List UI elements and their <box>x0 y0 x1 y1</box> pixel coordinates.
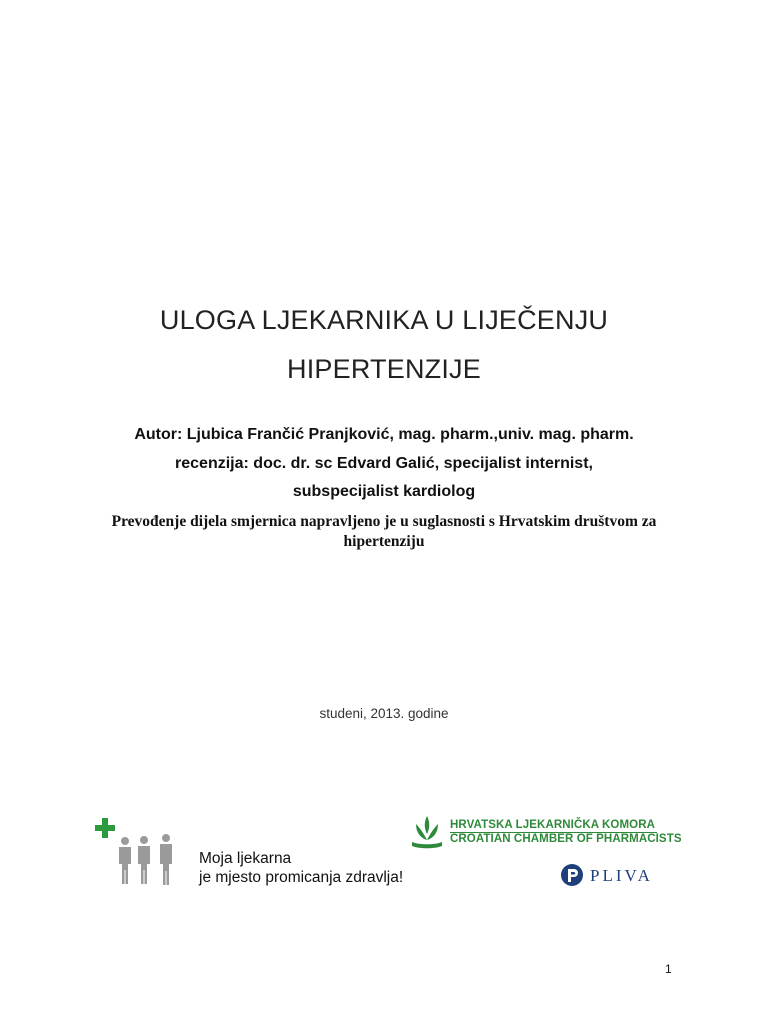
translation-note: Prevođenje dijela smjernica napravljeno je u suglasnosti s Hrvatskim društvom za hipertenziju <box>111 513 657 550</box>
document-title-line1: ULOGA LJEKARNIKA U LIJEČENJU <box>159 305 609 335</box>
publication-date: studeni, 2013. godine <box>319 706 449 721</box>
page-number: 1 <box>665 962 672 976</box>
reviewer-line2: subspecijalist kardiolog <box>292 483 476 500</box>
chamber-name-croatian: HRVATSKA LJEKARNIČKA KOMORA <box>450 819 656 831</box>
moja-ljekarna-name: Moja ljekarna <box>199 850 292 867</box>
pharmacy-cross-people-icon <box>94 818 184 888</box>
chamber-name-english: CROATIAN CHAMBER OF PHARMACISTS <box>450 833 682 845</box>
pliva-circle-icon <box>560 863 584 887</box>
reviewer-line1: recenzija: doc. dr. sc Edvard Galić, specijalist internist, <box>175 455 593 472</box>
document-title-line2: HIPERTENZIJE <box>287 354 481 384</box>
author-line: Autor: Ljubica Frančić Pranjković, mag. pharm.,univ. mag. pharm. <box>134 426 634 443</box>
moja-ljekarna-slogan: je mjesto promicanja zdravlja! <box>199 869 404 886</box>
pliva-wordmark: PLIVA <box>590 866 653 885</box>
chamber-emblem-icon <box>410 814 444 850</box>
